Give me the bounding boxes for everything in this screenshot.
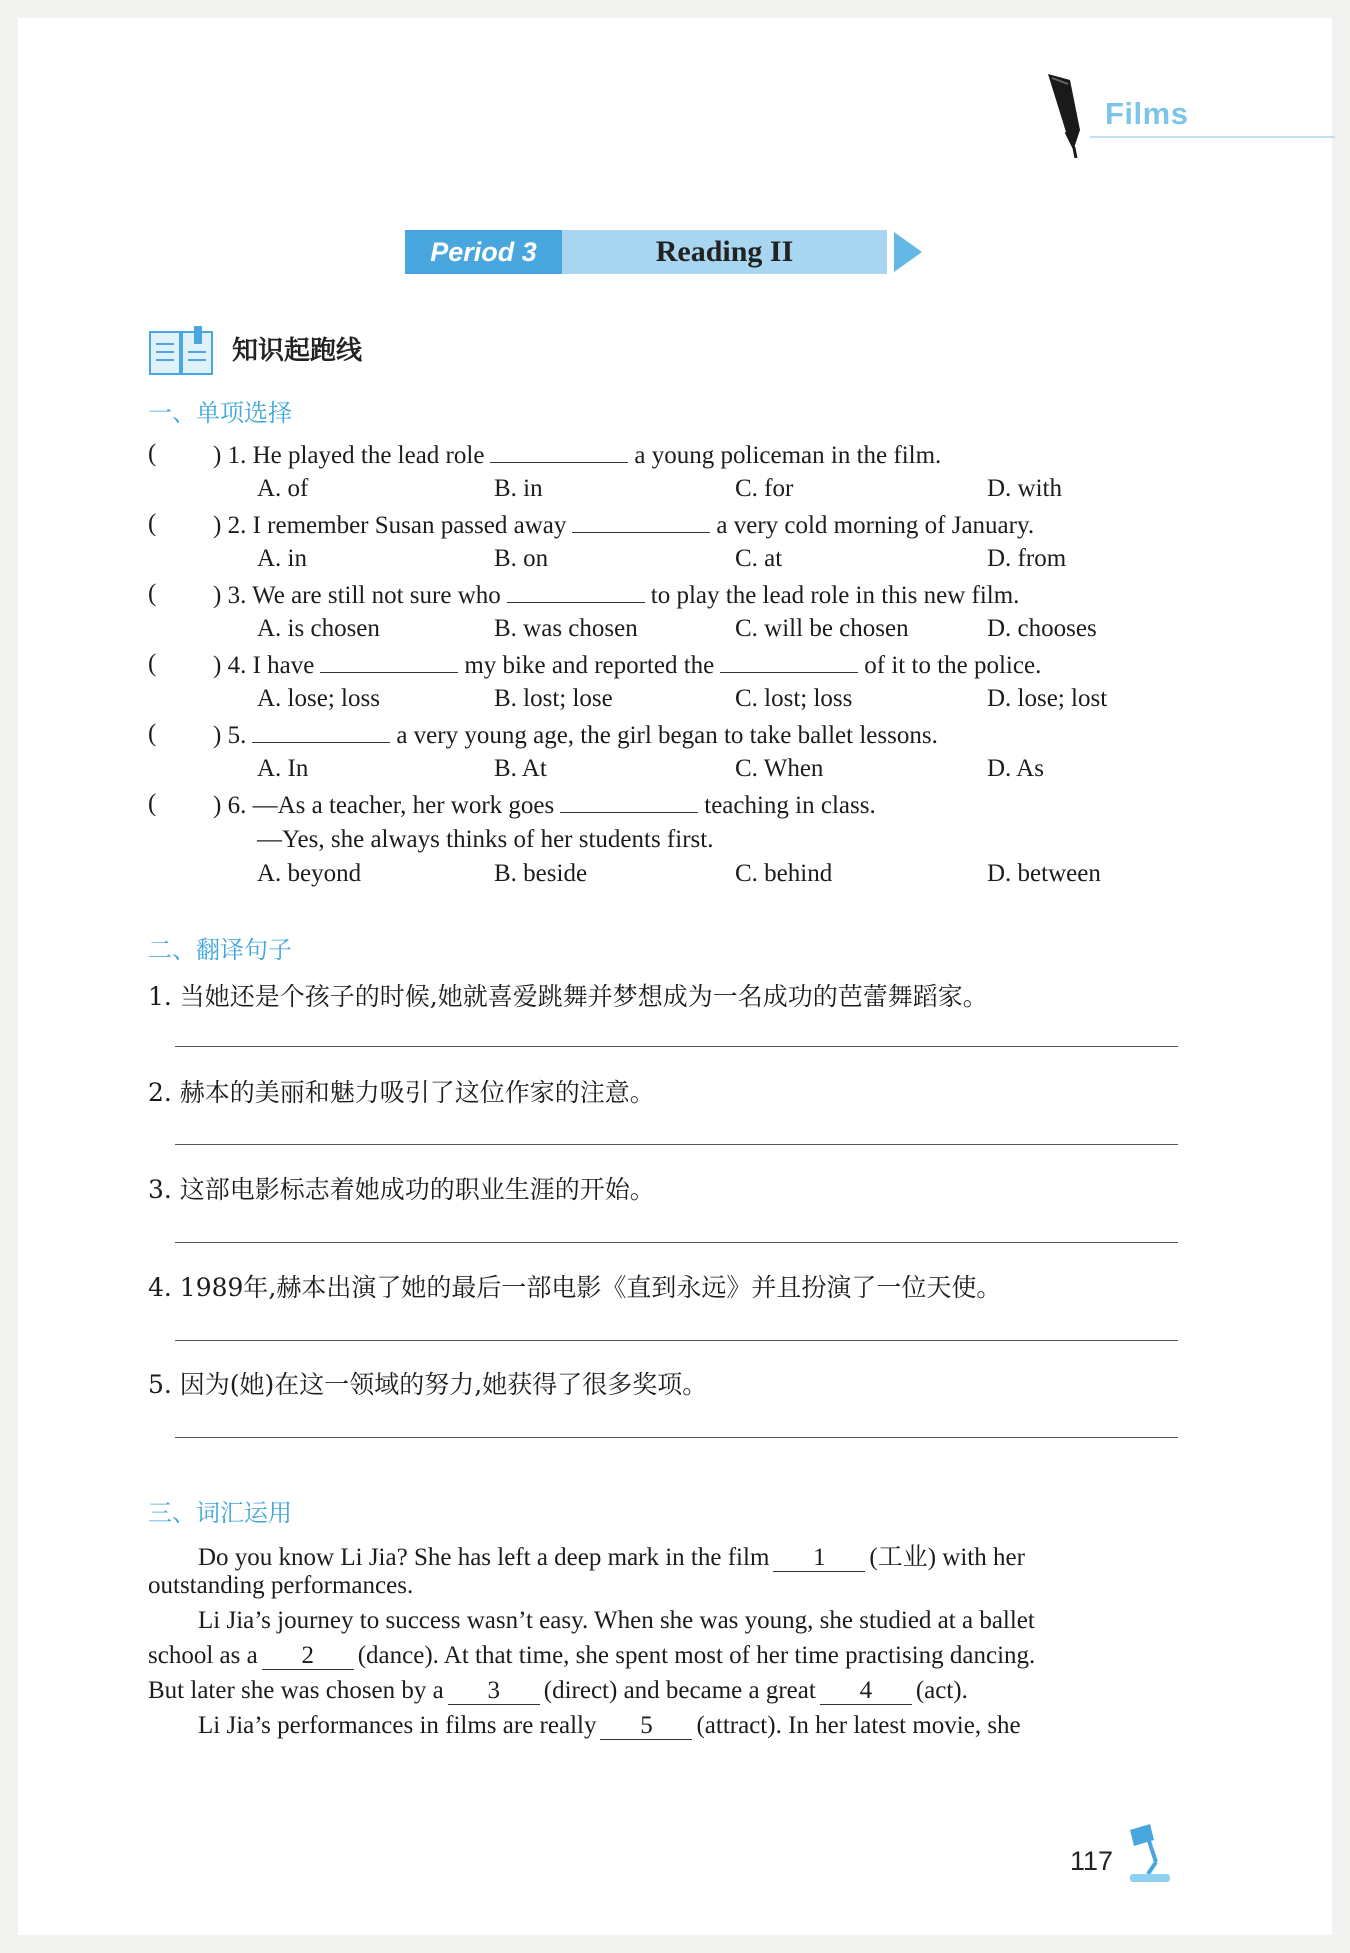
passage-line: school as a 2 (dance). At that time, she spent most of her time practising dancing. — [148, 1642, 1036, 1669]
blank — [252, 718, 390, 743]
unit-title: Films — [1105, 96, 1189, 131]
option: C. at — [735, 545, 783, 572]
question-2: ) 2. I remember Susan passed away a very cold morning of January. — [213, 508, 1034, 543]
translation-item: 5. 因为(她)在这一领域的努力,她获得了很多奖项。 — [148, 1370, 708, 1399]
option: D. As — [987, 755, 1044, 782]
blank — [320, 648, 458, 673]
passage-line: outstanding performances. — [148, 1572, 414, 1599]
option: D. from — [987, 545, 1067, 572]
question-4: ) 4. I have my bike and reported the of it to the police. — [213, 648, 1041, 683]
option: A. is chosen — [257, 615, 380, 642]
part2-heading: 二、翻译句子 — [148, 936, 292, 964]
option: D. chooses — [987, 615, 1097, 642]
option: A. In — [257, 755, 309, 782]
part3-heading: 三、词汇运用 — [148, 1499, 292, 1527]
option: D. between — [987, 860, 1101, 887]
answer-line — [175, 1242, 1178, 1243]
option: B. At — [494, 755, 547, 782]
blank — [507, 578, 645, 603]
answer-paren: ( — [148, 510, 157, 537]
answer-paren: ( — [148, 440, 157, 467]
blank — [572, 508, 710, 533]
question-3: ) 3. We are still not sure who to play the lead role in this new film. — [213, 578, 1019, 613]
option: B. in — [494, 475, 543, 502]
numbered-blank: 4 — [820, 1678, 912, 1705]
passage-line: Do you know Li Jia? She has left a deep mark in the film 1 (工业) with her — [198, 1544, 1025, 1571]
answer-line — [175, 1437, 1178, 1438]
option: B. was chosen — [494, 615, 638, 642]
blank — [560, 788, 698, 813]
pen-icon — [1040, 70, 1090, 160]
answer-line — [175, 1144, 1178, 1145]
option: C. will be chosen — [735, 615, 909, 642]
question-1: ) 1. He played the lead role a young policeman in the film. — [213, 438, 941, 473]
option: B. on — [494, 545, 549, 572]
question-6: ) 6. —As a teacher, her work goes teaching in class. — [213, 788, 876, 823]
option: D. lose; lost — [987, 685, 1108, 712]
option: C. behind — [735, 860, 833, 887]
answer-paren: ( — [148, 720, 157, 747]
answer-line — [175, 1046, 1178, 1047]
part1-heading: 一、单项选择 — [148, 399, 292, 427]
option: A. lose; loss — [257, 685, 380, 712]
option: B. lost; lose — [494, 685, 613, 712]
desk-lamp-icon — [1120, 1822, 1178, 1884]
numbered-blank: 3 — [448, 1678, 540, 1705]
answer-line — [175, 1340, 1178, 1341]
question-5: ) 5. a very young age, the girl began to take ballet lessons. — [213, 718, 938, 753]
numbered-blank: 1 — [773, 1545, 865, 1572]
passage-line: But later she was chosen by a 3 (direct) and became a great 4 (act). — [148, 1677, 968, 1704]
translation-item: 3. 这部电影标志着她成功的职业生涯的开始。 — [148, 1175, 655, 1204]
answer-paren: ( — [148, 580, 157, 607]
passage-line: Li Jia’s journey to success wasn’t easy. When she was young, she studied at a ballet — [198, 1607, 1035, 1634]
numbered-blank: 5 — [600, 1713, 692, 1740]
period-label: Period 3 — [405, 230, 562, 274]
book-icon — [148, 326, 216, 378]
option: D. with — [987, 475, 1062, 502]
option: C. for — [735, 475, 794, 502]
question-6-reply: —Yes, she always thinks of her students first. — [257, 826, 714, 853]
passage-line: Li Jia’s performances in films are really 5 (attract). In her latest movie, she — [198, 1712, 1021, 1739]
option: A. beyond — [257, 860, 362, 887]
page-number: 117 — [1070, 1846, 1114, 1876]
header-rule — [1090, 136, 1335, 138]
translation-item: 4. 1989年,赫本出演了她的最后一部电影《直到永远》并且扮演了一位天使。 — [148, 1273, 1002, 1302]
numbered-blank: 2 — [262, 1643, 354, 1670]
translation-item: 1. 当她还是个孩子的时候,她就喜爱跳舞并梦想成为一名成功的芭蕾舞蹈家。 — [148, 982, 988, 1011]
answer-paren: ( — [148, 650, 157, 677]
translation-item: 2. 赫本的美丽和魅力吸引了这位作家的注意。 — [148, 1078, 655, 1107]
option: B. beside — [494, 860, 588, 887]
option: C. When — [735, 755, 824, 782]
blank — [720, 648, 858, 673]
option: C. lost; loss — [735, 685, 853, 712]
banner-arrow-icon — [894, 232, 922, 272]
option: A. of — [257, 475, 309, 502]
option: A. in — [257, 545, 307, 572]
answer-paren: ( — [148, 790, 157, 817]
blank — [490, 438, 628, 463]
section-title: 知识起跑线 — [232, 336, 363, 366]
lesson-title: Reading II — [562, 230, 887, 274]
